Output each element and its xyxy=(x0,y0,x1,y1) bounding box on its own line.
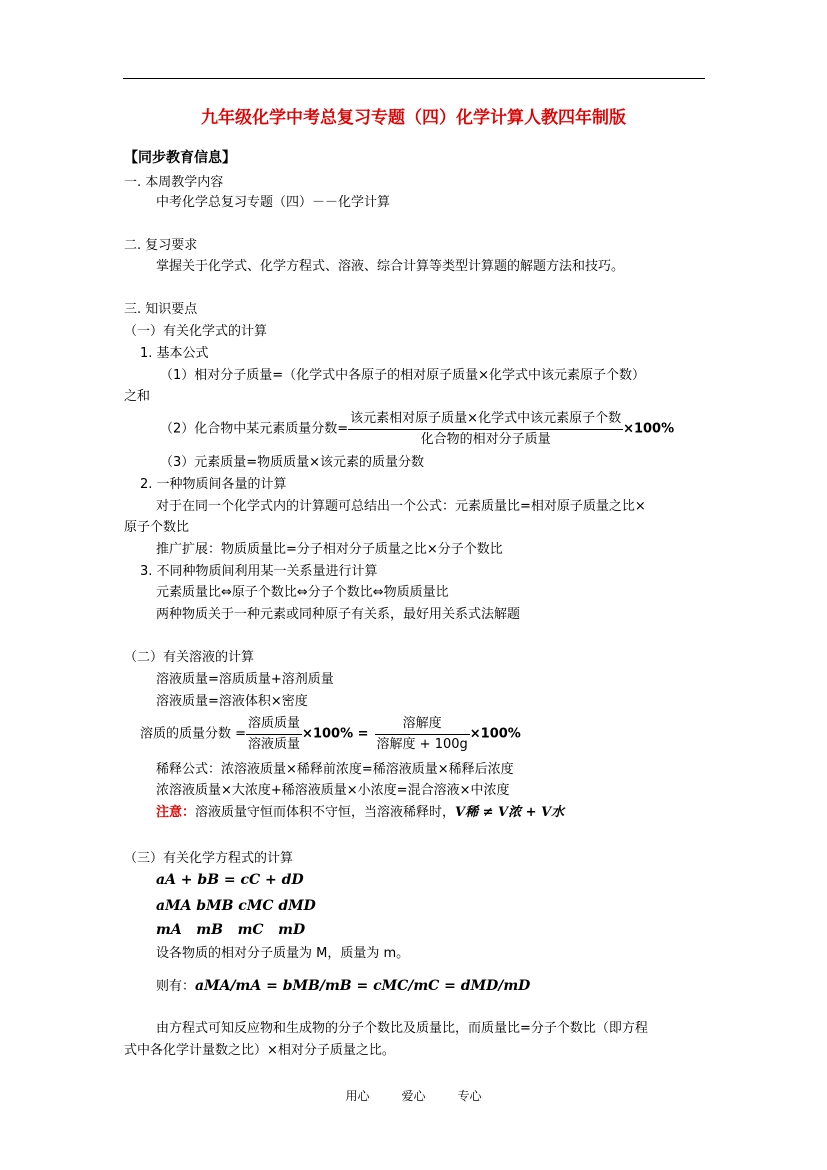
mass-fraction-formula xyxy=(160,410,674,449)
p2-line1: 溶液质量=溶质质量+溶剂质量 xyxy=(156,672,334,687)
sf-fraction1 xyxy=(246,715,302,754)
p3-equation: aA + bB = cC + dD xyxy=(156,872,304,888)
p3-line2b: 式中各化学计量数之比）×相对分子质量之比。 xyxy=(124,1043,395,1058)
section-heading: 【同步教育信息】 xyxy=(124,150,236,166)
footer-c: 专心 xyxy=(457,1089,482,1103)
f2-label: （2）化合物中某元素质量分数= xyxy=(160,421,349,437)
f2-numerator: 该元素相对原子质量×化学式中该元素原子个数 xyxy=(350,411,622,426)
p3-line2a: 由方程式可知反应物和生成物的分子个数比及质量比，而质量比=分子个数比（即方程 xyxy=(156,1021,648,1036)
sf-mid: ×100% = xyxy=(302,726,369,742)
header-rule xyxy=(123,78,705,79)
f2-tail: ×100% xyxy=(623,421,675,437)
s2-text: 掌握关于化学式、化学方程式、溶液、综合计算等类型计算题的解题方法和技巧。 xyxy=(156,259,625,274)
footer-b: 爱心 xyxy=(401,1089,426,1103)
p3-heading: （三）有关化学方程式的计算 xyxy=(124,851,294,866)
p1-formula3: （3）元素质量=物质质量×该元素的质量分数 xyxy=(160,455,425,470)
sf-tail: ×100% xyxy=(469,726,521,742)
s2-heading: 二. 复习要求 xyxy=(124,238,198,253)
p3-mass-row: mA mB mC mD xyxy=(156,922,306,938)
page-footer xyxy=(0,1087,827,1104)
p1-text2c: 推广扩展：物质质量比=分子相对分子质量之比×分子个数比 xyxy=(156,542,503,557)
note-text: 溶液质量守恒而体积不守恒，当溶液稀释时， xyxy=(195,805,456,820)
footer-a: 用心 xyxy=(345,1089,370,1103)
then-label: 则有： xyxy=(156,979,196,994)
p2-line2: 溶液质量=溶液体积×密度 xyxy=(156,694,308,709)
ratio-formula: aMA/mA = bMB/mB = cMC/mC = dMD/mD xyxy=(195,978,531,994)
p1-item2: 2. 一种物质间各量的计算 xyxy=(140,477,287,492)
page-title: 九年级化学中考总复习专题（四）化学计算人教四年制版 xyxy=(201,108,626,128)
note-formula: V稀 ≠ V浓 + V水 xyxy=(455,805,565,820)
sf-denominator2: 溶解度 + 100g xyxy=(375,734,470,754)
p3-molar-row: aMA bMB cMC dMD xyxy=(156,898,316,914)
p1-item3: 3. 不同种物质间利用某一关系量进行计算 xyxy=(140,564,378,579)
p2-heading: （二）有关溶液的计算 xyxy=(124,650,255,665)
note-label: 注意： xyxy=(156,805,196,820)
sf-denominator1: 溶液质量 xyxy=(246,734,302,754)
solution-fraction-formula xyxy=(140,715,521,754)
p1-formula1b: 之和 xyxy=(124,389,151,404)
p1-text3a: 元素质量比⇔原子个数比⇔分子个数比⇔物质质量比 xyxy=(156,585,449,600)
p1-text2b: 原子个数比 xyxy=(124,520,190,535)
p2-line4: 浓溶液质量×大浓度+稀溶液质量×小浓度=混合溶液×中浓度 xyxy=(156,783,510,798)
p1-heading: （一）有关化学式的计算 xyxy=(124,324,268,339)
f2-fraction xyxy=(348,410,623,449)
p1-item1: 1. 基本公式 xyxy=(140,346,209,361)
sf-fraction2 xyxy=(375,715,470,754)
p1-formula1a: （1）相对分子质量=（化学式中各原子的相对原子质量×化学式中该元素原子个数） xyxy=(160,368,646,383)
p3-line1: 设各物质的相对分子质量为 M，质量为 m。 xyxy=(156,946,410,961)
p1-text2a: 对于在同一个化学式内的计算题可总结出一个公式：元素质量比=相对原子质量之比× xyxy=(156,499,646,514)
p3-ratio xyxy=(156,978,530,995)
sf-numerator1: 溶质质量 xyxy=(248,716,301,731)
s1-heading: 一. 本周教学内容 xyxy=(124,175,224,190)
sf-numerator2: 溶解度 xyxy=(402,716,442,731)
sf-label: 溶质的质量分数 = xyxy=(140,726,247,742)
p1-text3b: 两种物质关于一种元素或同种原子有关系，最好用关系式法解题 xyxy=(156,607,521,622)
p2-line3: 稀释公式：浓溶液质量×稀释前浓度=稀溶液质量×稀释后浓度 xyxy=(156,762,514,777)
s1-text: 中考化学总复习专题（四）－－化学计算 xyxy=(156,195,391,210)
f2-denominator: 化合物的相对分子质量 xyxy=(348,429,623,449)
p2-note xyxy=(156,805,564,821)
s3-heading: 三. 知识要点 xyxy=(124,302,198,317)
